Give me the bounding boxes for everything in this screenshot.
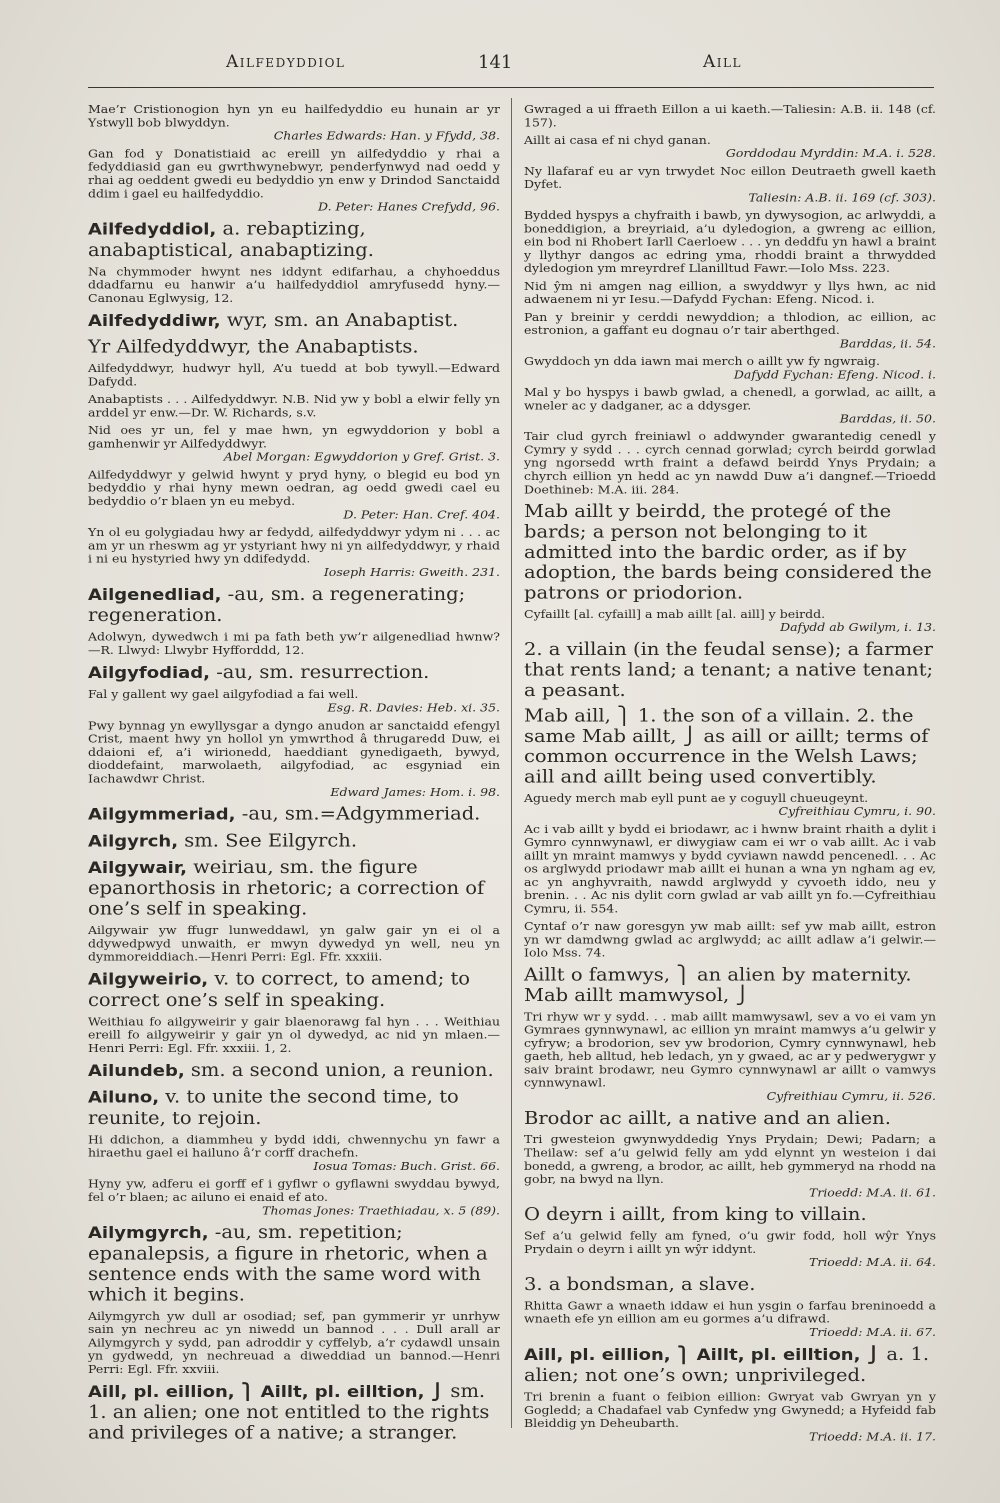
citation-quote: Ac i vab aillt y bydd ei briodawr, ac i hwnw braint rhaith a dylit i Gymro cynnwynawl, er diwygiaw cam ei wr o vab aillt. Ac i vab aillt yn mraint mamwys y bydd cyviawn nawdd pencenedl. . . Ac os arglwydd priodawr mab aillt ei hunan a wna yn ngham ag ev, ac yn anghyvraith, nawdd arglwydd y cyvoeth iddo, neu y brenin. . . Ac nis dylit corn gwlad ar vab aillt yn fo.—Cyfreithiau Cymru, ii. 554. bbox=[524, 822, 936, 916]
citation-source-text: Trioedd: M.A. ii. 17. bbox=[809, 1429, 936, 1443]
definition: -au, sm. repetition; epanalepsis, a figure in rhetoric, when a sentence ends with the same word with which it begins. bbox=[88, 1222, 488, 1305]
citation-quote: Cyntaf o’r naw goresgyn yw mab aillt: sef yw mab aillt, estron yn wr damdwng gwlad ac arglwydd; ac aillt adlaw a’i gelwir.—Iolo Mss. 74. bbox=[524, 919, 936, 960]
citation-quote: Na chymmoder hwynt nes iddynt edifarhau, a chyhoeddus ddadfarnu eu hanwir a’u hailfedyddiol amryfusedd hyny.—Canonau Eglwysig, 12. bbox=[88, 264, 500, 305]
citation-quote: Fal y gallent wy gael ailgyfodiad a fai well. bbox=[88, 687, 359, 701]
citation-source-text: Barddas, ii. 50. bbox=[839, 411, 936, 426]
citation-quote: Cyfaillt [al. cyfaill] a mab aillt [al. aill] y beirdd. bbox=[524, 607, 826, 621]
dictionary-entry bbox=[524, 639, 936, 700]
definition: weiriau, sm. the figure epanorthosis in rhetoric; a correction of one’s self in speaking. bbox=[88, 856, 485, 920]
citation-quote: Tair clud gyrch freiniawl o addwynder gwarantedig cenedl y Cymry y sydd . . . cyrch cennad gorwlad; cyrch beirdd gorwlad yng ngorsedd wrth fraint a defawd beirdd Ynys Prydain; a chyrch eillion yn hedd ac yn nawdd Duw a’i dangnef.—Trioedd Doethineb: M.A. iii. 284. bbox=[524, 429, 936, 496]
headword: Ailuno, bbox=[88, 1088, 160, 1107]
definition: O deyrn i aillt, from king to villain. bbox=[524, 1204, 867, 1225]
dictionary-entry bbox=[88, 310, 500, 331]
citation-source-text: Dafydd Fychan: Efeng. Nicod. i. bbox=[733, 367, 936, 381]
citation-source-text: Charles Edwards: Han. y Ffydd, 38. bbox=[273, 129, 500, 143]
citation-source-text: Iosua Tomas: Buch. Grist. 66. bbox=[313, 1159, 500, 1173]
citation-quote: Weithiau fo ailgyweirir y gair blaenorawg fal hyn . . . Weithiau ereill fo ailgyweirir y gair yn ol dywedyd, ac nid yn mlaen.—Henri Perri: Egl. Ffr. xxxiii. 1, 2. bbox=[88, 1014, 500, 1055]
citation-source-text: Gorddodau Myrddin: M.A. i. 528. bbox=[725, 146, 936, 160]
definition: a. 1. alien; not one’s own; unprivileged. bbox=[524, 1343, 930, 1386]
citation-source bbox=[524, 621, 936, 634]
headword: Ailgyweirio, bbox=[88, 970, 209, 990]
definition: Yr Ailfedyddwyr, the Anabaptists. bbox=[88, 336, 419, 357]
definition: 3. a bondsman, a slave. bbox=[524, 1274, 756, 1295]
headword: Ailymgyrch, bbox=[88, 1224, 209, 1243]
citation-source bbox=[88, 129, 500, 142]
citation-source bbox=[524, 412, 936, 425]
citation-quote: Gan fod y Donatistiaid ac ereill yn ailfedyddio y rhai a fedyddiasid gan eu gwrthwynebwyr, penderfynwyd nad oedd y rhai ag oeddent gwedi eu bedyddio yn enw y Drindod Sanctaidd ddim i gael eu hailfedyddio. bbox=[88, 146, 500, 200]
dictionary-entry bbox=[88, 219, 500, 261]
citation-source-text: Esg. R. Davies: Heb. xi. 35. bbox=[327, 700, 500, 715]
citation-quote: Mae’r Cristionogion hyn yn eu hailfedyddio eu hunain ar yr Ystwyll bob blwyddyn. bbox=[88, 102, 500, 130]
headword: Ailgyrch, bbox=[88, 832, 179, 851]
citation-source-text: Dafydd ab Gwilym, i. 13. bbox=[780, 620, 936, 634]
citation-quote: Ny llafaraf eu ar vyn trwydet Noc eillon Deutraeth gwell kaeth Dyfet. bbox=[524, 164, 936, 191]
citation-quote: Aguedy merch mab eyll punt ae y coguyll chueugeynt. bbox=[524, 791, 869, 805]
citation-quote: Bydded hyspys a chyfraith i bawb, yn dywysogion, ac arlwyddi, a boneddigion, a breyriaid, a’u dyledogion, a gwreng ac eillion, ein bod ni Rhobert Iarll Caerloew . . . yn deddfu yn hawl a braint y llythyr dangos ac edring yma, rhoddi braint a thrwydded dyledogion ym mreyrdref Llanilltud Fawr.—Iolo Mss. 223. bbox=[524, 208, 936, 275]
dictionary-entry bbox=[88, 1060, 500, 1081]
citation-quote: Aillt ai casa ef ni chyd ganan. bbox=[524, 133, 711, 147]
headword: Ailgymmeriad, bbox=[88, 805, 236, 825]
citation-source bbox=[88, 200, 500, 213]
citation-source-text: Thomas Jones: Traethiadau, x. 5 (89). bbox=[262, 1203, 500, 1217]
citation-quote: Ailfedyddwyr y gelwid hwynt y pryd hyny, o blegid eu bod yn bedyddio y rhai hyny mewn oedran, ag oedd gwedi cael eu bedyddio o’r blaen yn eu mebyd. bbox=[88, 467, 500, 508]
dictionary-entry bbox=[88, 584, 500, 626]
citation-quote: Hi ddichon, a diammheu y bydd iddi, chwennychu yn fawr a hiraethu gael ei hailuno â’r corff drachefn. bbox=[88, 1132, 500, 1160]
citation-source bbox=[524, 147, 936, 160]
citation-quote: Ailfedyddwyr, hudwyr hyll, A’u tuedd at bob tywyll.—Edward Dafydd. bbox=[88, 361, 500, 388]
header-right-guideword: Aill bbox=[703, 52, 742, 72]
citation-quote: Ailymgyrch yw dull ar osodiad; sef, pan gymmerir yr unrhyw sain yn nechreu ac yn niwedd un bannod . . . Dull arall ar Ailymgyrch y sydd, pan adroddir y cyffelyb, a’r cydawdl unsain yn gydwedd, yn nechreuad a diweddiad un bannod.—Henri Perri: Egl. Ffr. xxviii. bbox=[88, 1309, 500, 1376]
headword: Ailfedyddiwr, bbox=[88, 311, 221, 331]
dictionary-entry bbox=[88, 857, 500, 919]
citation-source bbox=[524, 1089, 936, 1102]
definition: v. to unite the second time, to reunite, to rejoin. bbox=[88, 1086, 459, 1129]
citation-source-text: Barddas, ii. 54. bbox=[839, 336, 936, 351]
dictionary-entry bbox=[524, 1204, 936, 1224]
definition: v. to correct, to amend; to correct one’s self in speaking. bbox=[88, 968, 471, 1011]
citation-source bbox=[524, 1430, 936, 1443]
dictionary-entry bbox=[88, 830, 500, 851]
citation-source bbox=[88, 701, 500, 714]
citation-source bbox=[524, 1186, 936, 1199]
citation-quote: Nid oes yr un, fel y mae hwn, yn egwyddorion y bobl a gamhenwir yr Ailfedyddwyr. bbox=[88, 423, 500, 450]
citation-source bbox=[524, 1256, 936, 1269]
headword: Ailfedyddiol, bbox=[88, 220, 217, 239]
citation-source-text: Edward James: Hom. i. 98. bbox=[330, 785, 500, 799]
definition: -au, sm. a regenerating; regeneration. bbox=[88, 583, 466, 626]
definition: a. rebaptizing, anabaptistical, anabaptizing. bbox=[88, 218, 374, 261]
citation-source bbox=[88, 1204, 500, 1217]
dictionary-entry bbox=[524, 1108, 936, 1128]
headword: Aill, pl. eillion, ⎫ Aillt, pl. eilltion, ⎭ bbox=[88, 1382, 445, 1402]
headword: Aill, pl. eillion, ⎫ Aillt, pl. eilltion, ⎭ bbox=[524, 1345, 881, 1365]
definition: -au, sm.=Adgymmeriad. bbox=[235, 803, 481, 825]
dictionary-entry bbox=[524, 965, 936, 1006]
headword: Ailgywair, bbox=[88, 858, 187, 878]
citation-quote: Gwyddoch yn dda iawn mai merch o aillt yw fy ngwraig. bbox=[524, 354, 881, 368]
right-column bbox=[524, 98, 936, 1443]
citation-source-text: Trioedd: M.A. ii. 67. bbox=[809, 1325, 936, 1339]
citation-source-text: Cyfreithiau Cymru, ii. 526. bbox=[766, 1089, 936, 1103]
citation-source-text: Trioedd: M.A. ii. 61. bbox=[809, 1185, 936, 1199]
definition: Aillt o famwys, ⎫ an alien by maternity. Mab aillt mamwysol, ⎭ bbox=[524, 964, 912, 1006]
header-rule bbox=[88, 87, 934, 88]
citation-source bbox=[524, 1325, 936, 1338]
definition: Mab aill, ⎫ 1. the son of a villain. 2. the same Mab aillt, ⎭ as aill or aillt; terms of common occurrence in the Welsh Laws; aill and aillt being used convertibly. bbox=[524, 705, 929, 787]
citation-quote: Sef a’u gelwid felly am fyned, o’u gwir fodd, holl wŷr Ynys Prydain o deyrn i aillt yn wŷr iddynt. bbox=[524, 1229, 936, 1256]
citation-quote: Ailgywair yw ffugr lunweddawl, yn galw gair yn ei ol a ddywedpwyd unwaith, er mwyn dywedyd yn well, neu yn dymmoreiddiach.—Henri Perri: Egl. Ffr. xxxiii. bbox=[88, 923, 500, 964]
citation-source-text: Taliesin: A.B. ii. 169 (cf. 303). bbox=[748, 190, 936, 205]
citation-quote: Rhitta Gawr a wnaeth iddaw ei hun ysgin o farfau breninoedd a wnaeth efe yn eillion am eu gormes a’u difrawd. bbox=[524, 1298, 936, 1326]
header-left-guideword: Ailfedyddiol bbox=[226, 52, 346, 72]
citation-source bbox=[524, 368, 936, 381]
citation-quote: Tri gwesteion gwynwyddedig Ynys Prydain; Dewi; Padarn; a Theilaw: sef a’u gelwid felly am ydd elynnt yn westeion i dai bonedd, a gwreng, a brodor, ac aillt, heb gymmeryd na rhodd na gobr, na bwyd na llyn. bbox=[524, 1132, 936, 1186]
definition: -au, sm. resurrection. bbox=[210, 661, 430, 683]
dictionary-entry bbox=[88, 969, 500, 1011]
citation-quote: Nid ŷm ni amgen nag eillion, a swyddwyr y llys hwn, ac nid adwaenem ni yr Iesu.—Dafydd Fychan: Efeng. Nicod. i. bbox=[524, 279, 936, 306]
definition: Mab aillt y beirdd, the protegé of the bards; a person not belonging to it admitted into the bardic order, as if by adoption, the bards being considered the patrons or priodorion. bbox=[524, 501, 932, 603]
citation-quote: Pwy bynnag yn ewyllysgar a dyngo anudon ar sanctaidd efengyl Crist, maent hwy yn hollol yn ymwrthod â thrugaredd Duw, ei ddaioni ef, a’i wirionedd, haeddiant gynedigaeth, bywyd, dioddefaint, marwolaeth, ailgyfodiad, ac esgyniad ein Iachawdwr Christ. bbox=[88, 718, 500, 786]
left-column bbox=[88, 98, 500, 1443]
dictionary-entry bbox=[88, 1222, 500, 1304]
citation-source-text: Ioseph Harris: Gweith. 231. bbox=[323, 565, 500, 579]
citation-source-text: Abel Morgan: Egwyddorion y Gref. Grist. 3. bbox=[223, 449, 500, 464]
citation-quote: Tri rhyw wr y sydd. . . mab aillt mamwysawl, sev a vo ei vam yn Gymraes gynnwynawl, ac eillion yn mraint mamwys a’u gelwir y cyfryw; a brodorion, sev yw brodorion, Cymry cynnwynawl, heb gaeth, heb alltud, heb ledach, yn y gwaed, ac ar y pedwerygwr y saiv braint brodawr, neu Gymro cynnwynawl ar aillt o vamwys cynnwynawl. bbox=[524, 1009, 936, 1090]
column-divider bbox=[511, 98, 512, 1428]
dictionary-entry bbox=[524, 1344, 936, 1386]
dictionary-entry bbox=[524, 1274, 936, 1294]
running-header bbox=[0, 52, 1000, 82]
citation-quote: Hyny yw, adferu ei gorff ef i gyflwr o gyflawni swyddau bywyd, fel o’r blaen; ac ailuno ei enaid ef ato. bbox=[88, 1177, 500, 1204]
citation-source bbox=[524, 337, 936, 350]
citation-quote: Pan y breinir y cerddi newyddion; a thlodion, ac eillion, ac estronion, a gaffant eu dognau o’r tair aberthged. bbox=[524, 310, 936, 337]
citation-source-text: Trioedd: M.A. ii. 64. bbox=[809, 1255, 936, 1269]
dictionary-entry bbox=[88, 1087, 500, 1129]
page-number: 141 bbox=[478, 52, 513, 73]
citation-quote: Adolwyn, dywedwch i mi pa fath beth yw’r ailgenedliad hwnw?—R. Llwyd: Llwybr Hyfforddd, 12. bbox=[88, 629, 500, 657]
definition: wyr, sm. an Anabaptist. bbox=[220, 309, 459, 331]
definition: Brodor ac aillt, a native and an alien. bbox=[524, 1107, 891, 1129]
dictionary-entry bbox=[88, 1381, 500, 1443]
definition: sm. See Eilgyrch. bbox=[178, 830, 358, 851]
citation-source bbox=[88, 450, 500, 463]
citation-source-text: D. Peter: Han. Cref. 404. bbox=[343, 507, 500, 521]
citation-source bbox=[524, 805, 936, 818]
citation-quote: Anabaptists . . . Ailfedyddwyr. N.B. Nid yw y bobl a elwir felly yn arddel yr enw.—Dr. W. Richards, s.v. bbox=[88, 392, 500, 419]
dictionary-entry bbox=[524, 706, 936, 787]
dictionary-entry bbox=[88, 337, 500, 357]
citation-quote: Tri brenin a fuant o feibion eillion: Gwryat vab Gwryan yn y Gogledd; a Chadafael vab Cynfedw yng Gwynedd; a Hyfeidd fab Bleiddig yn Deheubarth. bbox=[524, 1389, 936, 1430]
dictionary-entry bbox=[88, 662, 500, 683]
citation-quote: Yn ol eu golygiadau hwy ar fedydd, ailfedyddwyr ydym ni . . . ac am yr un rheswm ag yr ystyriant hwy ni yn ailfedyddwyr, y rhaid i ni eu hystyried hwy yn ddifedydd. bbox=[88, 525, 500, 566]
definition: sm. 1. an alien; one not entitled to the rights and privileges of a native; a stranger. bbox=[88, 1380, 490, 1443]
citation-source-text: Cyfreithiau Cymru, i. 90. bbox=[778, 804, 936, 818]
headword: Ailgyfodiad, bbox=[88, 663, 211, 683]
dictionary-entry bbox=[524, 501, 936, 603]
dictionary-entry bbox=[88, 804, 500, 825]
headword: Ailundeb, bbox=[88, 1061, 185, 1081]
citation-source bbox=[88, 785, 500, 798]
citation-source bbox=[88, 508, 500, 521]
citation-source bbox=[88, 1159, 500, 1172]
headword: Ailgenedliad, bbox=[88, 585, 222, 605]
definition: sm. a second union, a reunion. bbox=[184, 1059, 494, 1081]
citation-source bbox=[88, 565, 500, 578]
citation-source-text: D. Peter: Hanes Crefydd, 96. bbox=[318, 199, 500, 214]
definition: 2. a villain (in the feudal sense); a farmer that rents land; a tenant; a native tenant; a peasant. bbox=[524, 639, 934, 701]
citation-source bbox=[524, 191, 936, 204]
citation-quote: Mal y bo hyspys i bawb gwlad, a chenedl, a gorwlad, ac aillt, a wneler ac y dadganer, ac a ddysger. bbox=[524, 385, 936, 412]
citation-quote: Gwraged a ui ffraeth Eillon a ui kaeth.—Taliesin: A.B. ii. 148 (cf. 157). bbox=[524, 102, 936, 129]
